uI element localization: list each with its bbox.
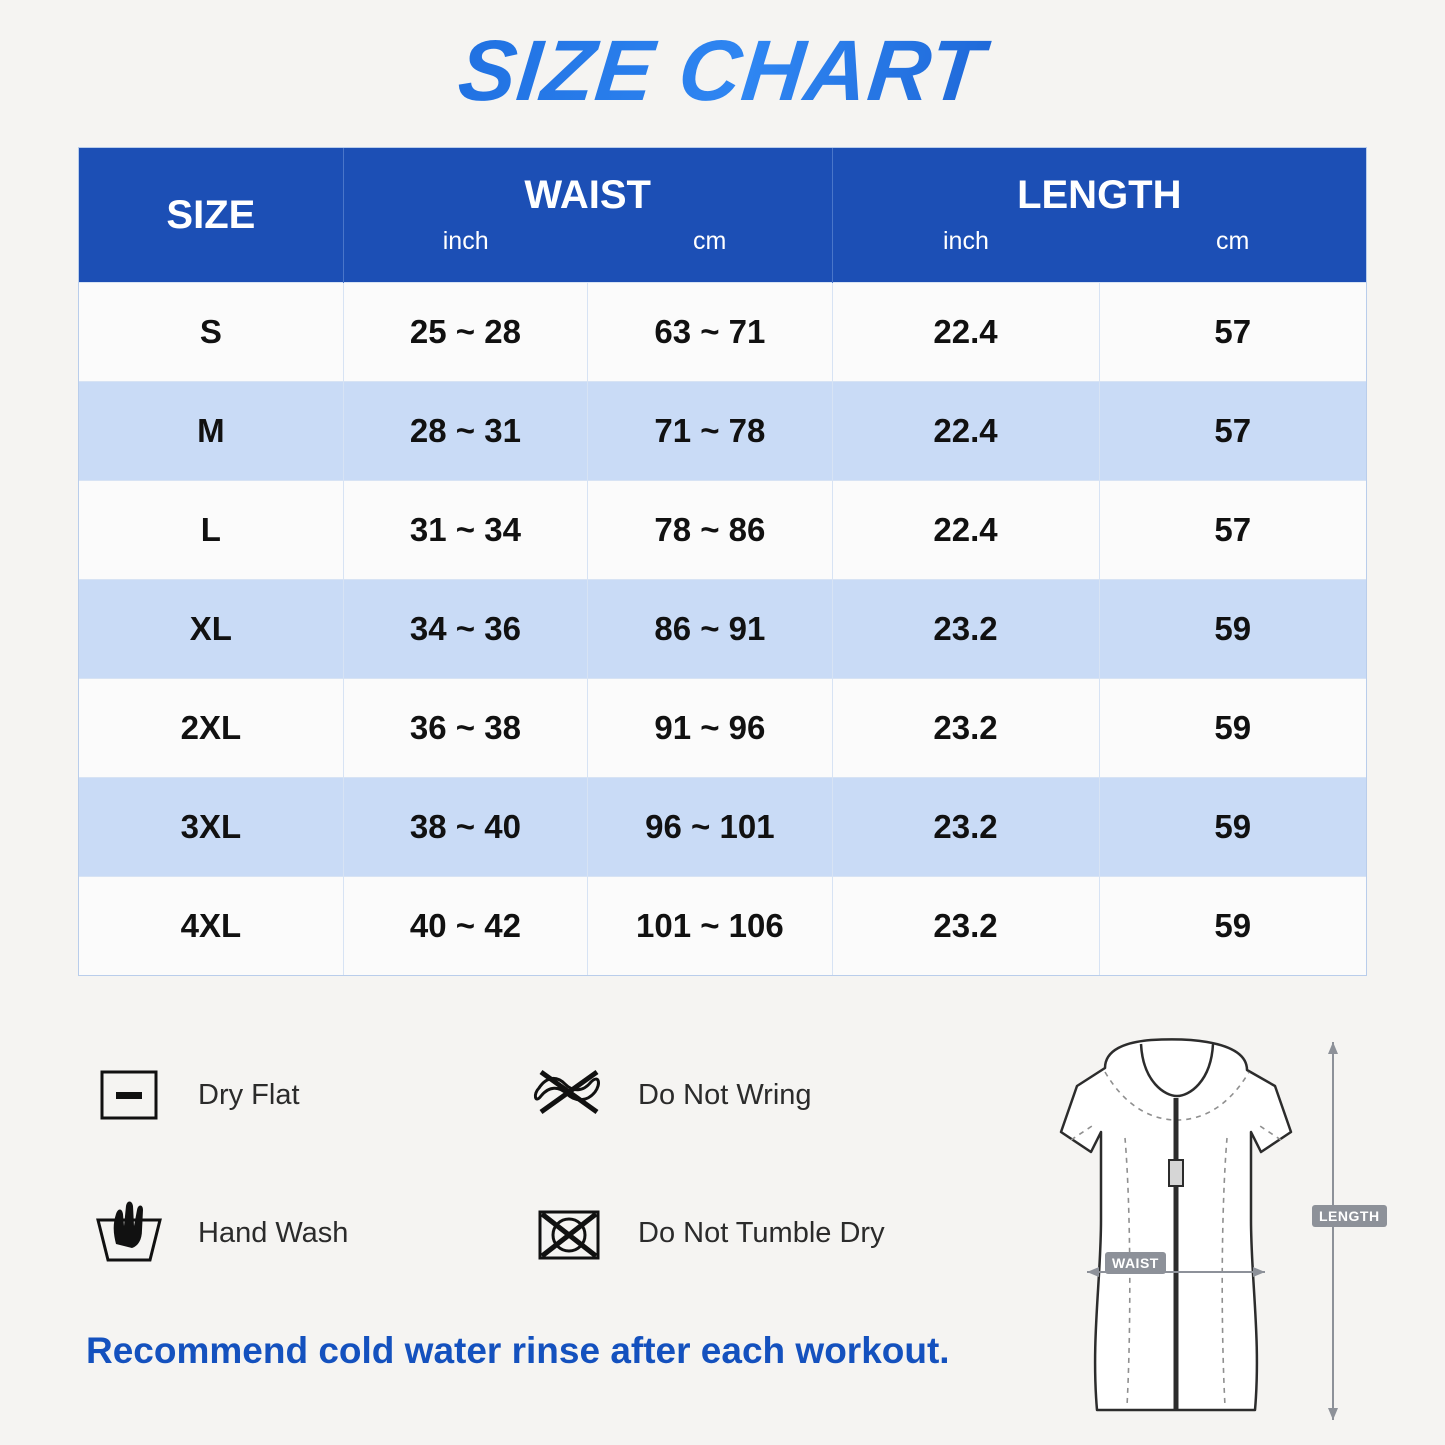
cell-waist-cm: 86 ~ 91 [588, 580, 832, 679]
header-length-cm: cm [1215, 226, 1250, 255]
page-title: SIZE CHART [0, 0, 1445, 121]
cell-waist-inch: 25 ~ 28 [343, 283, 587, 382]
cell-length-inch: 23.2 [832, 778, 1099, 877]
do-not-tumble-dry-icon [526, 1190, 612, 1276]
table-row [79, 283, 1366, 382]
table-row [79, 778, 1366, 877]
cell-length-cm: 59 [1099, 778, 1366, 877]
cell-waist-cm: 71 ~ 78 [588, 382, 832, 481]
cell-waist-cm: 63 ~ 71 [588, 283, 832, 382]
header-waist [343, 148, 832, 283]
cell-waist-inch: 38 ~ 40 [343, 778, 587, 877]
table-row [79, 481, 1366, 580]
hand-wash-icon [86, 1190, 172, 1276]
table-body [79, 283, 1366, 976]
do-not-wring-icon [526, 1052, 612, 1138]
cell-length-cm: 59 [1099, 580, 1366, 679]
header-waist-label: WAIST [524, 172, 651, 217]
cell-length-inch: 23.2 [832, 679, 1099, 778]
dry-flat-icon [86, 1052, 172, 1138]
header-waist-inch: inch [442, 226, 489, 255]
cell-waist-inch: 31 ~ 34 [343, 481, 587, 580]
table-row [79, 580, 1366, 679]
length-measure-tag: LENGTH [1312, 1205, 1387, 1227]
cell-waist-cm: 78 ~ 86 [588, 481, 832, 580]
header-size-label: SIZE [166, 192, 256, 237]
cell-waist-cm: 101 ~ 106 [588, 877, 832, 976]
cell-length-cm: 59 [1099, 877, 1366, 976]
cell-length-cm: 57 [1099, 283, 1366, 382]
cell-size: 2XL [79, 679, 343, 778]
care-row-2 [86, 1190, 966, 1276]
care-item-hand-wash [86, 1190, 526, 1276]
care-row-1 [86, 1052, 966, 1138]
table-header-row [79, 148, 1366, 283]
cell-waist-cm: 91 ~ 96 [588, 679, 832, 778]
table-header [79, 148, 1366, 283]
cell-length-inch: 23.2 [832, 580, 1099, 679]
care-item-do-not-wring [526, 1052, 966, 1138]
cell-waist-inch: 34 ~ 36 [343, 580, 587, 679]
cell-waist-inch: 36 ~ 38 [343, 679, 587, 778]
recommendation-note: Recommend cold water rinse after each workout. [86, 1330, 950, 1371]
table-row [79, 877, 1366, 976]
cell-length-cm: 59 [1099, 679, 1366, 778]
cell-size: XL [79, 580, 343, 679]
garment-illustration [955, 1020, 1380, 1432]
cell-length-inch: 22.4 [832, 382, 1099, 481]
cell-length-cm: 57 [1099, 382, 1366, 481]
cell-length-inch: 22.4 [832, 283, 1099, 382]
header-length [832, 148, 1366, 283]
care-item-dry-flat [86, 1052, 526, 1138]
header-waist-cm: cm [692, 226, 727, 255]
care-label-do-not-wring: Do Not Wring [638, 1078, 812, 1111]
care-label-hand-wash: Hand Wash [198, 1216, 349, 1249]
care-item-do-not-tumble-dry [526, 1190, 966, 1276]
table-row [79, 679, 1366, 778]
header-length-inch: inch [943, 226, 989, 255]
cell-waist-cm: 96 ~ 101 [588, 778, 832, 877]
cell-size: L [79, 481, 343, 580]
cell-length-inch: 22.4 [832, 481, 1099, 580]
header-size [79, 148, 343, 283]
cell-size: M [79, 382, 343, 481]
header-length-label: LENGTH [1017, 172, 1182, 217]
care-instructions [86, 1052, 966, 1328]
cell-waist-inch: 28 ~ 31 [343, 382, 587, 481]
size-chart-table [79, 148, 1366, 975]
cell-length-inch: 23.2 [832, 877, 1099, 976]
cell-size: 4XL [79, 877, 343, 976]
table-row [79, 382, 1366, 481]
care-label-dry-flat: Dry Flat [198, 1078, 300, 1111]
size-chart-table-wrapper [78, 147, 1367, 976]
cell-waist-inch: 40 ~ 42 [343, 877, 587, 976]
cell-size: 3XL [79, 778, 343, 877]
cell-size: S [79, 283, 343, 382]
care-label-do-not-tumble-dry: Do Not Tumble Dry [638, 1216, 885, 1249]
waist-measure-tag: WAIST [1105, 1252, 1166, 1274]
cell-length-cm: 57 [1099, 481, 1366, 580]
